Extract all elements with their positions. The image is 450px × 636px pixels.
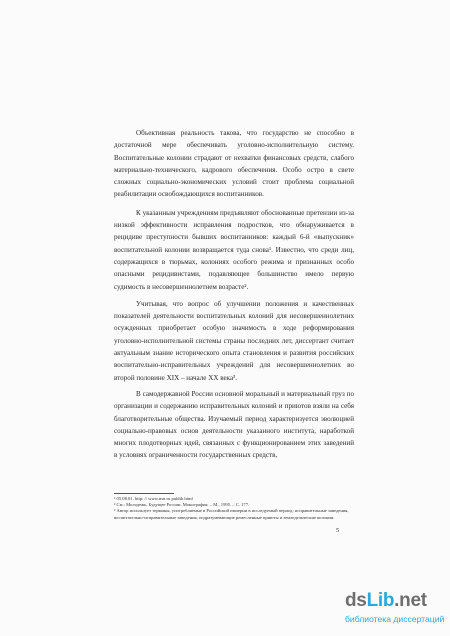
logo-dot: . xyxy=(394,590,400,611)
footnote-3: ³ Автор использует термины, употребляемые в Российской империи в исследуемый период: исправительные заведения, воспитательно-исправительные заведения, подразумевающие ремесленные приюты и земледельческие колонии. xyxy=(114,508,349,520)
watermark-caption: библиотека диссертаций xyxy=(345,614,445,624)
paragraph-3: Учитывая, что вопрос об улучшении положения и качественных показателей деятельности воспитательных колоний для несовершеннолетних осужденных приобретает особую значимость в ходе реформирования уголовно-исполнительной системы страны последних лет, диссертант считает актуальным знание исторического опыта становления и развития российских воспитательно-исправительных учреждений для несовершеннолетних во второй половине XIX – начале XX века³. xyxy=(114,299,354,382)
paragraph-2: К указанным учреждениям предъявляют обоснованные претензии из-за низкой эффективности исправления подростков, что обнаруживается в рецидиве преступности бывших воспитанников: каждый 6-й «выпускник» воспитательной колонии возвращается туда снова¹. Известно, что среди лиц, содержащихся в тюрьмах, колониях особого режима и признанных особо опасными рецидивистами, подавляющее большинство имело первую судимость в несовершеннолетнем возрасте². xyxy=(114,208,354,291)
dslib-logo xyxy=(345,590,427,612)
dslib-watermark xyxy=(345,590,450,630)
paragraph-1: Объективная реальность такова, что государство не способно в достаточной мере обеспечивать уголовно-исполнительную систему. Воспитательные колонии страдают от нехватки финансовых средств, слабого материально-технического, кадрового обеспечения. Особо остро в свете сложных социально-экономических условий стоит проблема социальной реабилитации освобождающихся воспитанников. xyxy=(114,129,354,199)
paragraph-4: В самодержавной России основной моральный и материальный груз по организации и содержанию исправительных колоний и приютов взяли на себя благотворительные общества. Изучаемый период характеризуется эволюцией социально-правовых основ деятельности указанного института, наработкой многих плодотворных идей, связанных с функционированием этих заведений в условиях ограниченности государственных средств, xyxy=(114,389,354,460)
page-number: 5 xyxy=(336,527,340,534)
footnote-separator xyxy=(114,493,174,494)
logo-lib: Lib xyxy=(366,590,395,611)
footnote-2: ² См.: Молодежь. Будущее России. Монография. – М., 1995. – С. 177. xyxy=(114,502,250,508)
logo-net: net xyxy=(399,590,427,611)
logo-ds: ds xyxy=(345,590,367,611)
footnotes xyxy=(114,496,354,521)
body-text xyxy=(114,127,354,462)
footnote-1: ¹ 05.08.01. http: // www.nsn.ru publik.html xyxy=(114,496,193,501)
